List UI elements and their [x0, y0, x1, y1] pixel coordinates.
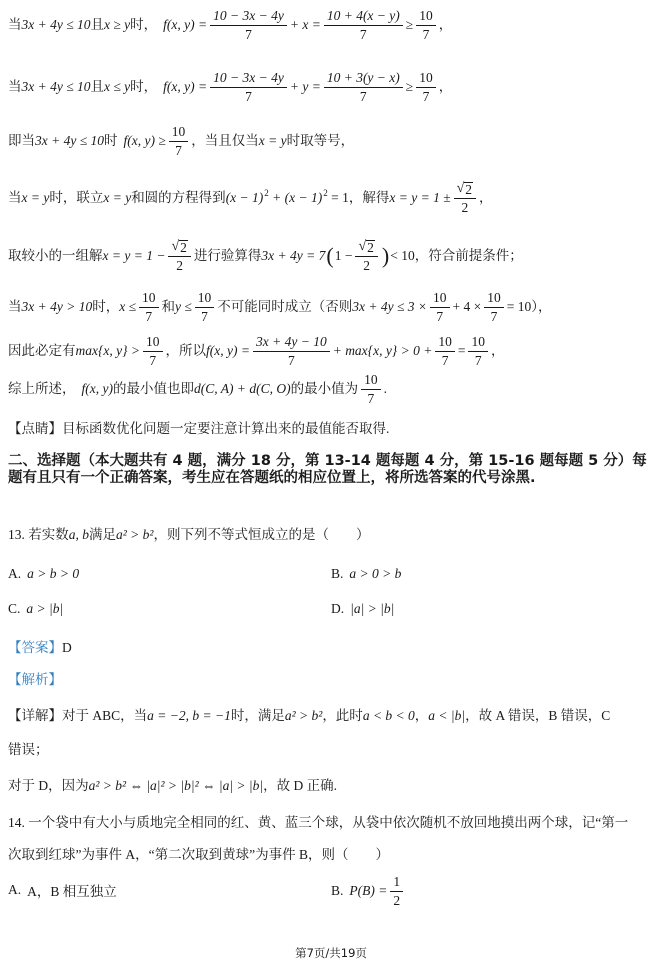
q14-option-a: A. A，B 相互独立	[8, 882, 117, 899]
math: f(x, y)	[81, 380, 113, 396]
math: a² > b²	[116, 527, 154, 542]
text: ，此时	[322, 708, 363, 723]
math: y ≤	[175, 298, 192, 314]
math: f(x, y) =	[206, 342, 250, 358]
math: a = −2, b = −1	[147, 708, 231, 723]
math: f(x, y) =	[163, 16, 208, 32]
text: 的最小值也即	[112, 380, 194, 396]
solution-line-8	[8, 372, 387, 406]
q13-stem	[8, 527, 369, 543]
text: 综上所述，	[8, 380, 76, 396]
text: 【详解】对于 ABC，当	[8, 708, 148, 723]
math: x = y	[103, 189, 132, 205]
text: 时，联立	[49, 189, 104, 205]
math: ≥	[405, 16, 414, 32]
fraction: $\frac{10}{7}$	[430, 290, 450, 324]
fraction: $\frac{3x + 4y - 10}{7}$	[253, 334, 330, 368]
math: + y =	[289, 78, 321, 94]
math: x ≥ y	[104, 16, 131, 32]
section-heading: 二、选择题（本大题共有 4 题，满分 18 分，第 13-14 题每题 4 分，第 15-16 题每题 5 分）每题有且只有一个正确答案，考生应在答题纸的相应位置上，将所选答案的代号涂黑.	[8, 453, 647, 487]
math: a < b < 0	[362, 708, 415, 723]
solution-line-4	[8, 180, 493, 216]
math: =	[457, 342, 466, 358]
math: 3x + 4y ≤ 10	[35, 132, 105, 148]
text: ），	[531, 298, 552, 314]
fraction: $\frac{10}{7}$	[416, 8, 436, 42]
math: + max{x, y} > 0 +	[332, 342, 433, 358]
text: 且	[90, 16, 105, 32]
text: 取较小的一组解	[8, 247, 103, 263]
math: a, b	[68, 527, 89, 542]
text: 满足	[89, 527, 116, 542]
text: 因此必定有	[8, 342, 76, 358]
text: 时，	[130, 16, 158, 32]
q14-stem-line-2: 次取到红球”为事件 A，“第二次取到黄球”为事件 B，则（ ）	[8, 847, 389, 862]
fraction: $\frac{10 + 3(y - x)}{7}$	[324, 70, 403, 104]
fraction: $\frac{10}{7}$	[139, 290, 159, 324]
text: 当	[8, 189, 22, 205]
q14-stem-line-1: 14. 一个袋中有大小与质地完全相同的红、黄、蓝三个球，从袋中依次随机不放回地摸出两个球，记“第一	[8, 815, 629, 830]
q13-option-b: B. a > 0 > b	[331, 566, 402, 581]
fraction: $\frac{10}{7}$	[484, 290, 504, 324]
math: f(x, y) =	[163, 78, 208, 94]
fraction: $\frac{10}{7}$	[361, 372, 381, 406]
math: 3x + 4y ≤ 10	[21, 16, 91, 32]
text: 时，满足	[230, 708, 285, 723]
text: 时，	[130, 78, 158, 94]
q13-detail-1	[8, 708, 610, 724]
text: 即当	[8, 132, 35, 148]
math: 1 −	[334, 247, 353, 263]
text: 对于 D，因为	[8, 778, 89, 793]
fraction: $\frac{10}{7}$	[195, 290, 215, 324]
q13-option-a: A. a > b > 0	[8, 566, 80, 581]
math: a < |b|	[428, 708, 466, 723]
math: x = y	[21, 189, 50, 205]
math: ≥	[405, 78, 414, 94]
math: = 10	[506, 298, 532, 314]
fraction: $\frac{10}{7}$	[169, 124, 189, 158]
solution-line-7	[8, 334, 504, 368]
answer-tag: 【答案】	[8, 640, 62, 655]
text: 的最小值为	[290, 380, 359, 396]
q13-detail-2: 错误；	[8, 742, 49, 757]
text: ，	[438, 78, 453, 94]
text: 进行验算得	[193, 247, 262, 263]
tip-note: 【点睛】目标函数优化问题一定要注意计算出来的最值能否取得.	[8, 421, 390, 436]
text: ，	[479, 189, 493, 205]
math: 3x + 4y ≤ 3 ×	[352, 298, 428, 314]
math: f(x, y) ≥	[123, 132, 166, 148]
text: 和	[161, 298, 175, 314]
text: ，符合前提条件；	[414, 247, 523, 263]
q13-answer	[8, 640, 72, 656]
math: d(C, A) + d(C, O)	[193, 380, 291, 396]
math: + x =	[289, 16, 321, 32]
text: 当	[8, 78, 22, 94]
fraction: √ 2 2	[355, 238, 377, 274]
q13-detail-3	[8, 778, 337, 794]
q13-analysis-tag: 【解析】	[8, 672, 62, 687]
fraction: $\frac{10}{7}$	[468, 334, 488, 368]
math: a² > b²	[284, 708, 323, 723]
math: a² > b² ⇔ |a|² > |b|² ⇔ |a| > |b|	[88, 778, 264, 793]
text: 时	[104, 132, 118, 148]
text: ，所以	[165, 342, 207, 358]
math: < 10	[390, 247, 415, 263]
text: ，	[490, 342, 505, 358]
text: .	[383, 380, 387, 396]
text: ，解得	[348, 189, 390, 205]
text: 时，	[92, 298, 120, 314]
fraction: $\frac{10 + 4(x - y)}{7}$	[324, 8, 403, 42]
solution-line-2	[8, 70, 452, 104]
math: + 4 ×	[452, 298, 482, 314]
text: ，当且仅当	[191, 132, 259, 148]
fraction: $\frac{10}{7}$	[416, 70, 436, 104]
solution-line-3	[8, 124, 354, 158]
math: x ≤ y	[104, 78, 131, 94]
text: 且	[90, 78, 105, 94]
fraction: $\frac{10 - 3x - 4y}{7}$	[210, 70, 287, 104]
q13-option-c: C. a > |b|	[8, 601, 64, 616]
math: max{x, y} >	[75, 342, 141, 358]
math: x = y = 1 −	[102, 247, 166, 263]
q13-option-d: D. |a| > |b|	[331, 601, 395, 616]
text: ，	[414, 708, 429, 723]
math: x = y	[258, 132, 287, 148]
solution-line-1	[8, 8, 452, 42]
text: 当	[8, 16, 22, 32]
text: 时取等号，	[286, 132, 355, 148]
text: ，故 A 错误，B 错误，C	[465, 708, 611, 723]
math: x = y = 1 ±	[389, 189, 451, 205]
math: 3x + 4y > 10	[21, 298, 93, 314]
page-footer: 第7页/共19页	[295, 946, 367, 960]
answer-value: D	[62, 640, 72, 655]
math: x ≤	[119, 298, 136, 314]
fraction: $\frac{10 - 3x - 4y}{7}$	[210, 8, 287, 42]
fraction: $\frac{10}{7}$	[143, 334, 163, 368]
fraction: √ 2 2	[454, 180, 476, 216]
math: 3x + 4y = 7	[261, 247, 326, 263]
solution-line-5: 取较小的一组解 x = y = 1 − √ 2 2 进行验算得 3x + 4y = 7 ( 1 − √ 2 2 ) < 10 ，符合前提条件；	[8, 239, 523, 274]
math: $(x - 1)^2 + (x - 1)^2 = 1$	[225, 187, 349, 205]
text: ，故 D 正确.	[263, 778, 337, 793]
text: 不可能同时成立（否则	[217, 298, 353, 314]
q14-option-b: B. P(B) = $\frac{1}{2}$	[331, 874, 406, 908]
solution-line-6	[8, 290, 552, 324]
text: 和圆的方程得到	[131, 189, 226, 205]
fraction: $\frac{1}{2}$	[390, 874, 403, 908]
text: 当	[8, 298, 22, 314]
fraction: $\frac{10}{7}$	[435, 334, 455, 368]
fraction: √ 2 2	[168, 238, 190, 274]
text: ，则下列不等式恒成立的是（ ）	[153, 527, 370, 542]
text: ，	[438, 16, 453, 32]
math: 3x + 4y ≤ 10	[21, 78, 91, 94]
text: 13. 若实数	[8, 527, 69, 542]
